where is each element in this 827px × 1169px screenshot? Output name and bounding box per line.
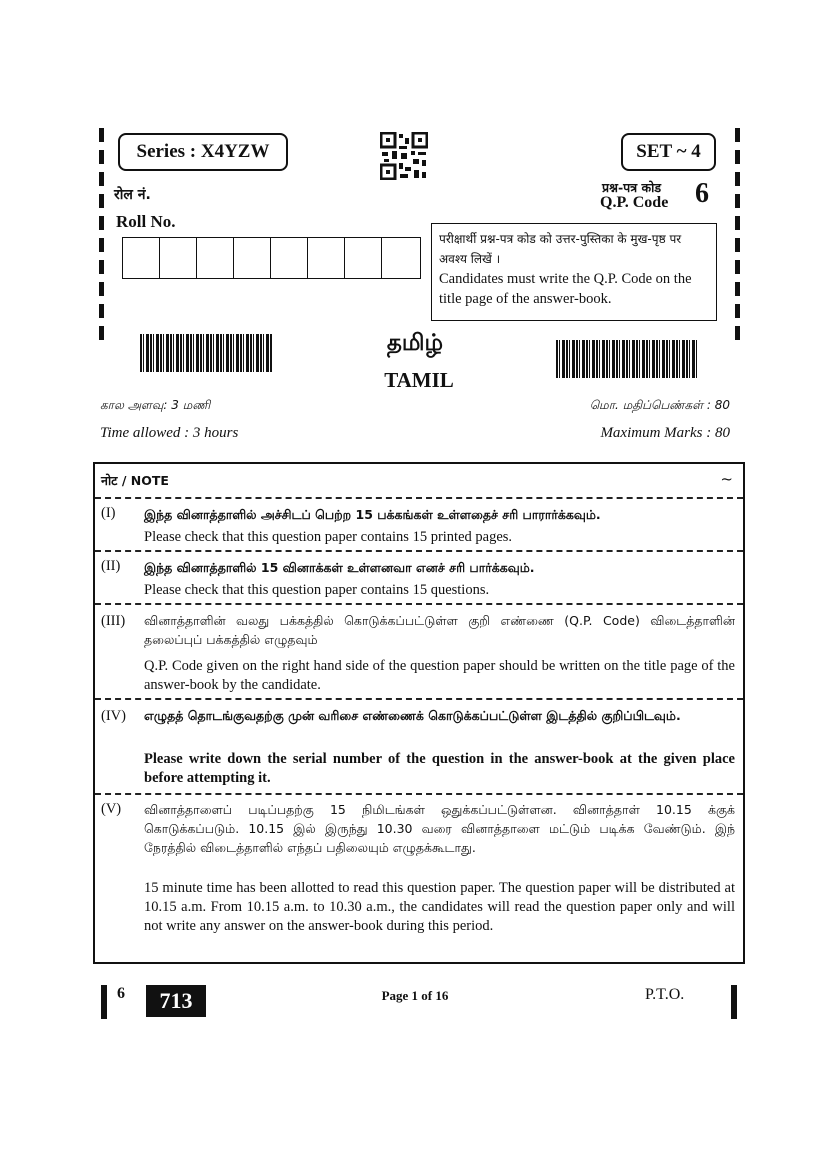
note-item <box>95 552 743 605</box>
roll-digit-box[interactable] <box>197 238 234 278</box>
note-tilde: ~ <box>720 470 733 488</box>
notice-hindi: परीक्षार्थी प्रश्न-पत्र कोड को उत्तर-पुस्तिका के मुख-पृष्ठ पर अवश्य लिखें । <box>439 232 682 266</box>
note-tamil: வினாத்தாளின் வலது பக்கத்தில் கொடுக்கப்பட்டுள்ள குறி எண்ணை (Q.P. Code) விடைத்தாளின் தலைப்புப் பக்கத்தில் எழுதவும் <box>144 613 735 647</box>
footer-left-bar <box>101 985 107 1019</box>
roll-digit-box[interactable] <box>160 238 197 278</box>
note-english: Please check that this question paper contains 15 questions. <box>144 582 490 598</box>
roll-digit-box[interactable] <box>345 238 382 278</box>
roll-number-hindi-label: रोल नं. <box>114 187 151 203</box>
note-number: (IV) <box>101 708 126 724</box>
note-header-row <box>95 464 743 499</box>
qp-code-notice <box>431 223 717 321</box>
subject-tamil: தமிழ் <box>386 330 444 356</box>
note-heading: नोट / NOTE <box>101 473 169 488</box>
note-tamil: வினாத்தாளைப் படிப்பதற்கு 15 நிமிடங்கள் ஒதுக்கப்பட்டுள்ளன. வினாத்தாள் 10.15 க்குக் கொடுக்கப்படும். 10.15 இல் இருந்து 10.30 வரை வினாத்தாளை மட்டும் படிக்க வேண்டும். இந் நேரத்தில் விடைத்தாளில் எந்தப் பதிலையும் எழுதக்கூடாது. <box>144 802 735 855</box>
footer-code: 6 <box>117 985 125 1002</box>
instructions-box <box>93 462 745 964</box>
qr-code <box>380 132 428 180</box>
note-item <box>95 700 743 795</box>
qp-code-label: Q.P. Code <box>600 194 669 211</box>
note-item <box>95 605 743 700</box>
note-english: Q.P. Code given on the right hand side of the question paper should be written on the title page of the answer-book by the candidate. <box>144 658 735 693</box>
barcode-right <box>556 340 697 378</box>
roll-digit-box[interactable] <box>234 238 271 278</box>
paper-number: 713 <box>146 985 206 1017</box>
time-allowed-tamil: கால அளவு: 3 மணி <box>100 398 211 412</box>
roll-number-label: Roll No. <box>116 212 176 231</box>
barcode-left <box>140 334 273 372</box>
note-tamil: எழுதத் தொடங்குவதற்கு முன் வரிசை எண்ணைக் கொடுக்கப்பட்டுள்ள இடத்தில் குறிப்பிடவும். <box>144 708 681 723</box>
maximum-marks: Maximum Marks : 80 <box>600 425 730 441</box>
roll-digit-box[interactable] <box>271 238 308 278</box>
page-indicator: Page 1 of 16 <box>381 988 449 1003</box>
qp-code-hindi-label: प्रश्न-पत्र कोड <box>602 180 662 195</box>
set-label: SET ~ 4 <box>621 133 716 171</box>
note-tamil: இந்த வினாத்தாளில் அச்சிடப் பெற்ற 15 பக்கங்கள் உள்ளதைச் சரி பாரார்க்கவும். <box>144 507 601 522</box>
series-label: Series : X4YZW <box>118 133 288 171</box>
maximum-marks-tamil: மொ. மதிப்பெண்கள் : 80 <box>589 398 730 412</box>
note-tamil: இந்த வினாத்தாளில் 15 வினாக்கள் உள்ளனவா எனச் சரி பார்க்கவும். <box>144 560 535 575</box>
note-item <box>95 795 743 962</box>
note-number: (V) <box>101 801 122 817</box>
right-margin-marks <box>735 128 740 348</box>
pto-label: P.T.O. <box>645 986 685 1003</box>
note-english: Please write down the serial number of the question in the answer-book at the given place before attempting it. <box>144 751 735 786</box>
note-number: (II) <box>101 558 121 574</box>
roll-digit-box[interactable] <box>382 238 419 278</box>
notice-english: Candidates must write the Q.P. Code on the title page of the answer-book. <box>439 271 692 307</box>
roll-number-boxes[interactable] <box>122 237 421 279</box>
note-item <box>95 499 743 552</box>
time-allowed: Time allowed : 3 hours <box>100 425 239 441</box>
note-number: (III) <box>101 613 126 629</box>
note-number: (I) <box>101 505 116 521</box>
subject-english: TAMIL <box>384 368 454 392</box>
left-margin-marks <box>99 128 104 348</box>
qp-code-value: 6 <box>695 178 709 209</box>
footer-right-bar <box>731 985 737 1019</box>
note-english: 15 minute time has been allotted to read this question paper. The question paper will be distributed at 10.15 a.m. From 10.15 a.m. to 10.30 a.m., the candidates will read the question paper only and will not write any answer on the answer-book during this period. <box>144 880 735 934</box>
note-english: Please check that this question paper contains 15 printed pages. <box>144 529 513 545</box>
roll-digit-box[interactable] <box>308 238 345 278</box>
roll-digit-box[interactable] <box>123 238 160 278</box>
